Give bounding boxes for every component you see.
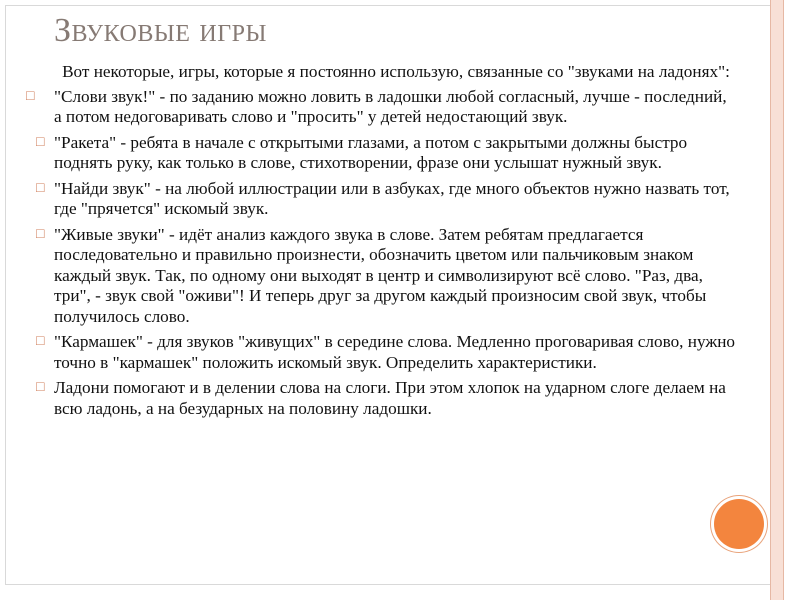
square-bullet-icon: □ [36, 334, 45, 349]
list-item-text: "Слови звук!" - по заданию можно ловить в ладошки любой согласный, лучше - последний, а потом недоговаривать слово и "просить" у детей недостающий звук. [54, 86, 727, 126]
intro-paragraph: Вот некоторые, игры, которые я постоянно использую, связанные со "звуками на ладонях": [62, 62, 730, 81]
square-bullet-icon: □ [36, 226, 45, 242]
list-item-text: "Живые звуки" - идёт анализ каждого звука в слове. Затем ребятам предлагается последовательно и правильно произнести, обозначить цветом или пальчиковым знаком каждый звук. Так, по одному они выходят в центр и символизируют всё слово. "Раз, два, три", - звук свой "оживи"! И теперь друг за другом каждый произносим свой звук, чтобы получилось слово. [54, 224, 707, 326]
list-item-text: "Кармашек" - для звуков "живущих" в середине слова. Медленно проговаривая слово, нужно точно в "кармашек" положить искомый звук. Определить характеристики. [54, 332, 736, 372]
list-item [36, 179, 736, 220]
square-bullet-icon: □ [36, 134, 45, 150]
square-bullet-icon: □ [26, 88, 35, 104]
list-item [26, 86, 736, 128]
slide-title: Звуковые игры [54, 12, 267, 49]
square-bullet-icon: □ [36, 180, 45, 196]
decorative-circle [714, 499, 764, 549]
list-item [36, 378, 736, 419]
list-item [36, 225, 736, 328]
list-item-text: Ладони помогают и в делении слова на слоги. При этом хлопок на ударном слоге делаем на всю ладонь, а на безударных на половину ладошки. [54, 378, 726, 418]
list-item [36, 133, 736, 174]
square-bullet-icon: □ [36, 380, 45, 395]
list-item-text: "Ракета" - ребята в начале с открытыми глазами, а потом с закрытыми должны быстро поднять руку, как только в слове, стихотворении, фразе они услышат нужный звук. [54, 132, 688, 172]
slide-content [26, 62, 736, 424]
decorative-side-bar [770, 0, 784, 600]
list-item [36, 332, 736, 373]
list-item-text: "Найди звук" - на любой иллюстрации или в азбуках, где много объектов нужно назвать тот, где "прячется" искомый звук. [54, 178, 730, 218]
